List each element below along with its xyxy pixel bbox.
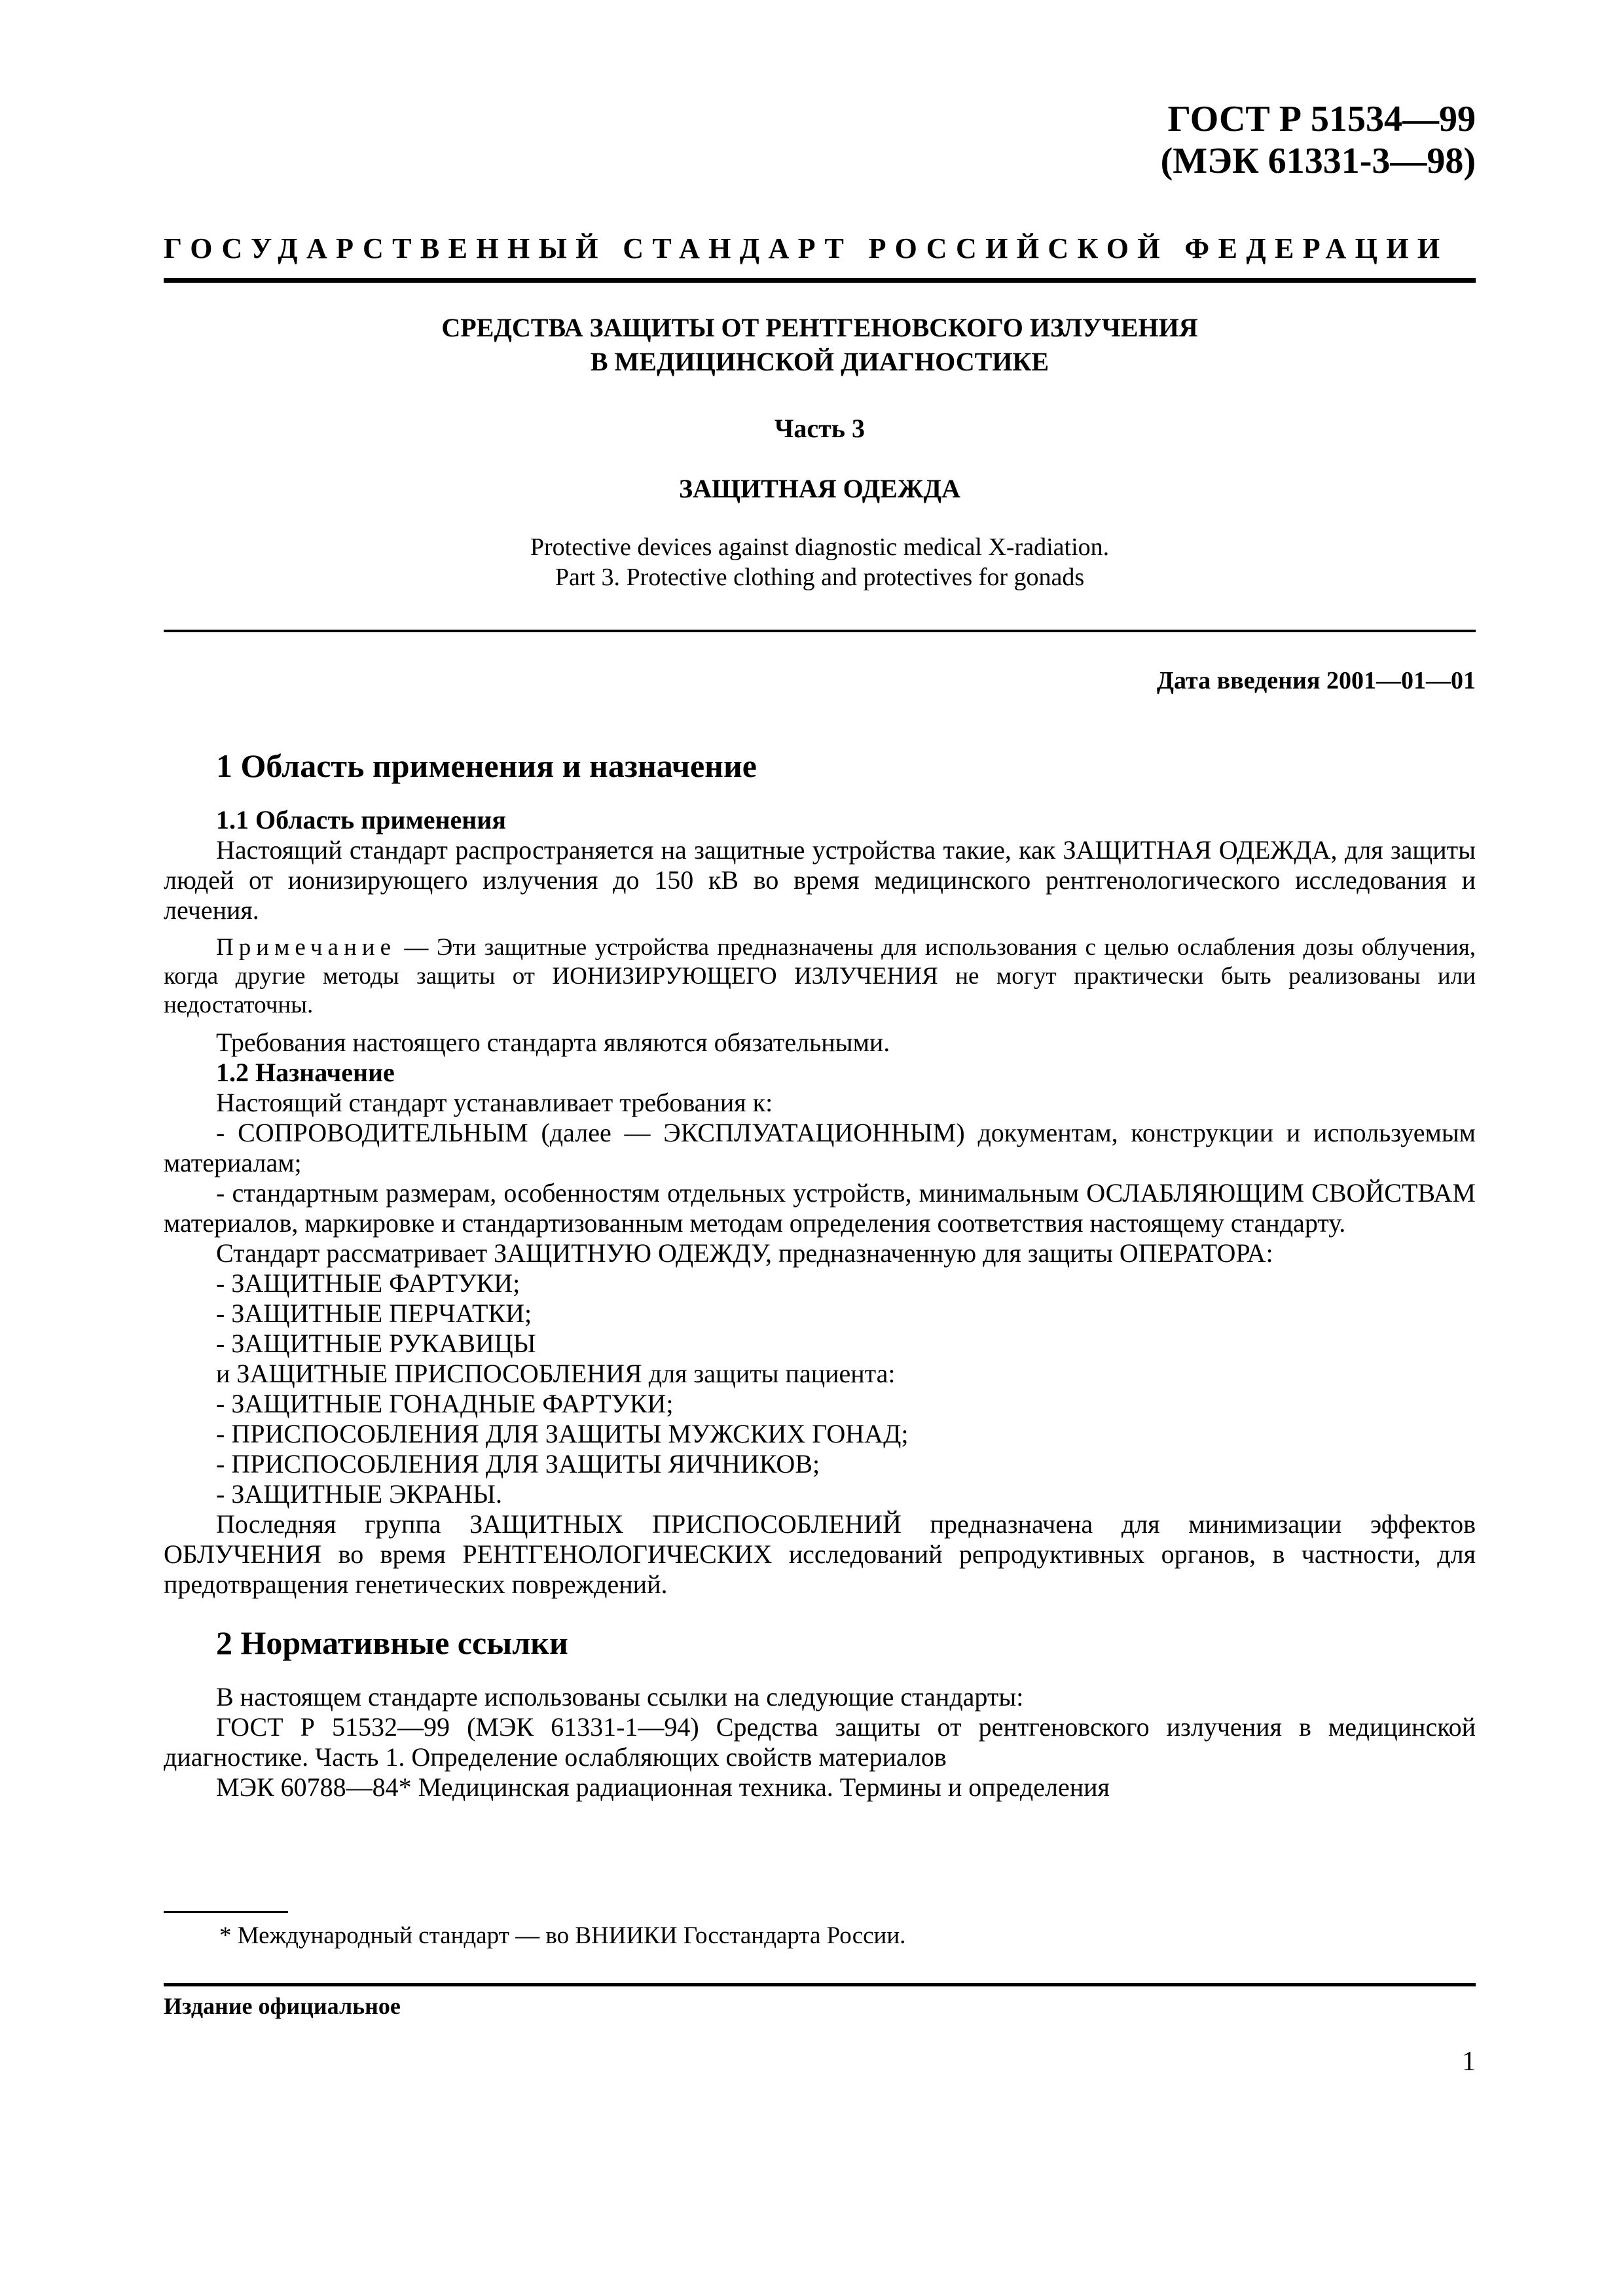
page-number: 1 (1462, 2047, 1476, 2077)
edition-label: Издание официальное (164, 1993, 401, 2019)
part-title: ЗАЩИТНАЯ ОДЕЖДА (679, 474, 960, 503)
mandatory-paragraph: Требования настоящего стандарта являются обязательными. (216, 1028, 890, 1057)
document-number (1161, 98, 1476, 182)
references-intro: В настоящем стандарте использованы ссылки на следующие стандарты: (216, 1682, 1024, 1712)
state-standard-header: ГОСУДАРСТВЕННЫЙ СТАНДАРТ РОССИЙСКОЙ ФЕДЕРАЦИИ (164, 232, 1449, 264)
reference-item-2: МЭК 60788—84* Медицинская радиационная техника. Термины и определения (216, 1772, 1110, 1802)
introduction-date: Дата введения 2001—01—01 (1156, 667, 1476, 694)
list-item: - ЗАЩИТНЫЕ ГОНАДНЫЕ ФАРТУКИ; (216, 1389, 674, 1418)
doc-number-line2: (МЭК 61331-3—98) (1160, 141, 1476, 181)
header-divider (164, 278, 1476, 283)
title-line2: В МЕДИЦИНСКОЙ ДИАГНОСТИКЕ (590, 347, 1049, 376)
list-item: - ПРИСПОСОБЛЕНИЯ ДЛЯ ЗАЩИТЫ ЯИЧНИКОВ; (216, 1449, 820, 1479)
part-label: Часть 3 (775, 414, 865, 443)
last-group-paragraph: Последняя группа ЗАЩИТНЫХ ПРИСПОСОБЛЕНИЙ предназначена для минимизации эффектов ОБЛУЧЕНИЯ во время РЕНТГЕНОЛОГИЧЕСКИХ исследований репродуктивных органов, в частности, для предотвращения генетических повреждений. (164, 1509, 1476, 1599)
requirement-item-1: - СОПРОВОДИТЕЛЬНЫМ (далее — ЭКСПЛУАТАЦИОННЫМ) документам, конструкции и используемым материалам; (164, 1118, 1476, 1177)
section2 (164, 1623, 1476, 1803)
title-line1: СРЕДСТВА ЗАЩИТЫ ОТ РЕНТГЕНОВСКОГО ИЗЛУЧЕНИЯ (441, 313, 1198, 342)
title-block (164, 311, 1476, 592)
list-item: - ЗАЩИТНЫЕ РУКАВИЦЫ (216, 1329, 536, 1358)
list-item: - ПРИСПОСОБЛЕНИЯ ДЛЯ ЗАЩИТЫ МУЖСКИХ ГОНАД; (216, 1419, 909, 1448)
requirement-item-2: - стандартным размерам, особенностям отдельных устройств, минимальным ОСЛАБЛЯЮЩИМ СВОЙСТВАМ материалов, маркировке и стандартизованным методам определения соответствия настоящему стандарту. (164, 1178, 1476, 1238)
doc-number-line1: ГОСТ Р 51534—99 (1167, 99, 1476, 139)
operator-intro: Стандарт рассматривает ЗАЩИТНУЮ ОДЕЖДУ, предназначенную для защиты ОПЕРАТОРА: (216, 1238, 1273, 1268)
title-divider (164, 630, 1476, 632)
scope-paragraph: Настоящий стандарт распространяется на защитные устройства такие, как ЗАЩИТНАЯ ОДЕЖДА, для защиты людей от ионизирующего излучения до 150 кВ во время медицинского рентгенологического исследования и лечения. (164, 835, 1476, 925)
bottom-divider (164, 1983, 1476, 1986)
english-title-line1: Protective devices against diagnostic medical X-radiation. (530, 533, 1110, 561)
section2-title: 2 Нормативные ссылки (216, 1624, 568, 1661)
reference-item-1: ГОСТ Р 51532—99 (МЭК 61331-1—94) Средства защиты от рентгеновского излучения в медицинской диагностике. Часть 1. Определение ослабляющих свойств материалов (164, 1712, 1476, 1772)
note-label: Примечание (216, 934, 396, 961)
subsection-1-2-title: 1.2 Назначение (216, 1058, 395, 1087)
list-item: - ЗАЩИТНЫЕ ЭКРАНЫ. (216, 1479, 502, 1509)
list-item: - ЗАЩИТНЫЕ ПЕРЧАТКИ; (216, 1299, 532, 1328)
note-paragraph (164, 933, 1476, 1020)
section1-title: 1 Область применения и назначение (216, 747, 757, 784)
english-title-line2: Part 3. Protective clothing and protectives for gonads (555, 564, 1085, 591)
requirements-intro: Настоящий стандарт устанавливает требования к: (216, 1088, 773, 1117)
main-content (164, 746, 1476, 1803)
list-item: - ЗАЩИТНЫЕ ФАРТУКИ; (216, 1268, 520, 1298)
subsection-1-1-title: 1.1 Область применения (216, 805, 506, 834)
patient-intro: и ЗАЩИТНЫЕ ПРИСПОСОБЛЕНИЯ для защиты пациента: (216, 1359, 896, 1388)
english-title (164, 532, 1476, 592)
footnote-divider (164, 1911, 288, 1913)
footnote: * Международный стандарт — во ВНИИКИ Госстандарта России. (219, 1922, 906, 1949)
note-text: — Эти защитные устройства предназначены для использования с целью ослабления дозы облучения, когда другие методы защиты от ИОНИЗИРУЮЩЕГО ИЗЛУЧЕНИЯ не могут практически быть реализованы или недостаточны. (164, 934, 1476, 1018)
